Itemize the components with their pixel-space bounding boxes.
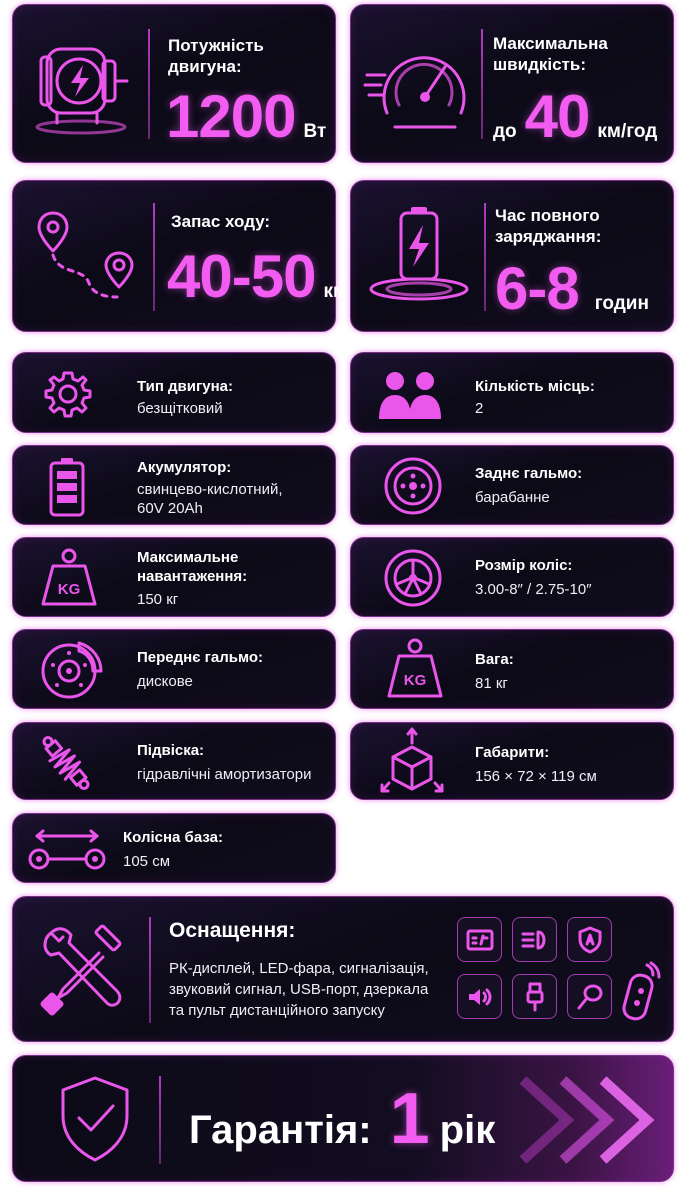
range-value: 40-50 [167, 243, 316, 310]
max-load-card [12, 537, 336, 617]
suspension-value: гідравлічні амортизатори [137, 766, 312, 783]
drum-brake-icon [383, 456, 443, 521]
wheelbase-icon [27, 828, 107, 877]
max-load-value: 150 кг [137, 591, 179, 608]
max-load-title-line2: навантаження: [137, 568, 248, 585]
divider [149, 917, 151, 1023]
engine-type-title: Тип двигуна: [137, 378, 233, 395]
equipment-line3: та пульт дистанційного запуску [169, 1002, 385, 1019]
seats-title: Кількість місць: [475, 378, 595, 395]
range-unit: км [323, 281, 348, 302]
rear-brake-title: Заднє гальмо: [475, 465, 583, 482]
chevrons-decoration [513, 1074, 663, 1171]
equipment-title: Оснащення: [169, 919, 296, 942]
suspension-card [12, 722, 336, 800]
lcd-display-icon [457, 917, 502, 962]
equipment-card [12, 896, 674, 1042]
shock-absorber-icon [33, 731, 99, 800]
power-value: 1200 [166, 83, 296, 150]
wheel-icon [383, 548, 443, 613]
charge-value-row [495, 255, 649, 322]
speedometer-icon [365, 35, 477, 140]
electric-motor-icon [27, 27, 135, 144]
horn-speaker-icon [457, 974, 502, 1019]
svg-text:KG: KG [403, 672, 427, 689]
dimensions-value: 156 × 72 × 119 см [475, 768, 597, 785]
equipment-line2: звуковий сигнал, USB-порт, дзеркала [169, 981, 429, 998]
speed-unit: км/год [597, 121, 658, 142]
wheel-size-card [350, 537, 674, 617]
gear-icon [41, 367, 95, 426]
max-load-title-line1: Максимальне [137, 549, 239, 566]
wheel-size-title: Розмір коліс: [475, 557, 573, 574]
speed-label: Максимальна швидкість: [493, 34, 608, 74]
divider [159, 1076, 161, 1164]
range-card [12, 180, 348, 332]
speed-value-row [493, 83, 658, 150]
range-label: Запас ходу: [171, 212, 271, 231]
charge-label: Час повного заряджання: [495, 206, 602, 246]
front-brake-card [12, 629, 336, 709]
battery-value-line2: 60V 20Ah [137, 500, 203, 517]
usb-icon [512, 974, 557, 1019]
weight-card [350, 629, 674, 709]
weight-title: Вага: [475, 651, 514, 668]
wheelbase-title: Колісна база: [123, 829, 223, 846]
kg-weight-icon [385, 638, 445, 705]
svg-text:KG: KG [57, 581, 81, 598]
battery-value-line1: свинцево-кислотний, [137, 481, 283, 498]
speed-value: 40 [524, 83, 590, 150]
warranty-row [189, 1078, 495, 1160]
wheelbase-value: 105 см [123, 853, 171, 870]
warranty-card [12, 1055, 674, 1182]
kg-weight-icon [39, 548, 99, 613]
dimensions-title: Габарити: [475, 744, 550, 761]
remote-key-icon [619, 961, 665, 1028]
engine-type-value: безщітковий [137, 400, 223, 417]
range-value-row [167, 243, 348, 310]
speed-prefix: до [493, 121, 517, 142]
box-dimensions-icon [379, 727, 445, 800]
wheel-size-value: 3.00-8″ / 2.75-10″ [475, 581, 592, 598]
two-people-icon [377, 369, 443, 426]
battery-title: Акумулятор: [137, 459, 232, 476]
seats-card [350, 352, 674, 433]
power-card [12, 4, 336, 163]
charge-card [350, 180, 674, 332]
front-brake-title: Переднє гальмо: [137, 649, 264, 666]
warranty-unit: рік [439, 1108, 496, 1152]
battery-charging-icon [365, 203, 477, 318]
power-unit: Вт [303, 121, 327, 142]
warranty-label: Гарантія: [189, 1108, 372, 1152]
shield-check-icon [55, 1074, 135, 1169]
divider [484, 203, 486, 311]
battery-icon [47, 456, 87, 523]
engine-type-card [12, 352, 336, 433]
alarm-shield-icon [567, 917, 612, 962]
disc-brake-icon [39, 639, 103, 706]
charge-value: 6-8 [495, 255, 579, 322]
suspension-title: Підвіска: [137, 742, 205, 759]
divider [153, 203, 155, 311]
battery-card [12, 445, 336, 525]
dimensions-card [350, 722, 674, 800]
route-map-pin-icon [33, 205, 143, 314]
front-brake-value: дискове [137, 673, 193, 690]
led-headlight-icon [512, 917, 557, 962]
mirror-icon [567, 974, 612, 1019]
divider [148, 29, 150, 139]
equipment-line1: РК-дисплей, LED-фара, сигналізація, [169, 960, 429, 977]
speed-card [350, 4, 674, 163]
divider [481, 29, 483, 139]
power-label: Потужність двигуна: [168, 36, 264, 76]
rear-brake-value: барабанне [475, 489, 550, 506]
warranty-value: 1 [389, 1079, 430, 1159]
power-value-row [166, 83, 327, 150]
wheelbase-card [12, 813, 336, 883]
seats-value: 2 [475, 400, 484, 417]
charge-unit: годин [594, 293, 649, 314]
weight-value: 81 кг [475, 675, 508, 692]
wrench-screwdriver-icon [37, 923, 133, 1024]
rear-brake-card [350, 445, 674, 525]
